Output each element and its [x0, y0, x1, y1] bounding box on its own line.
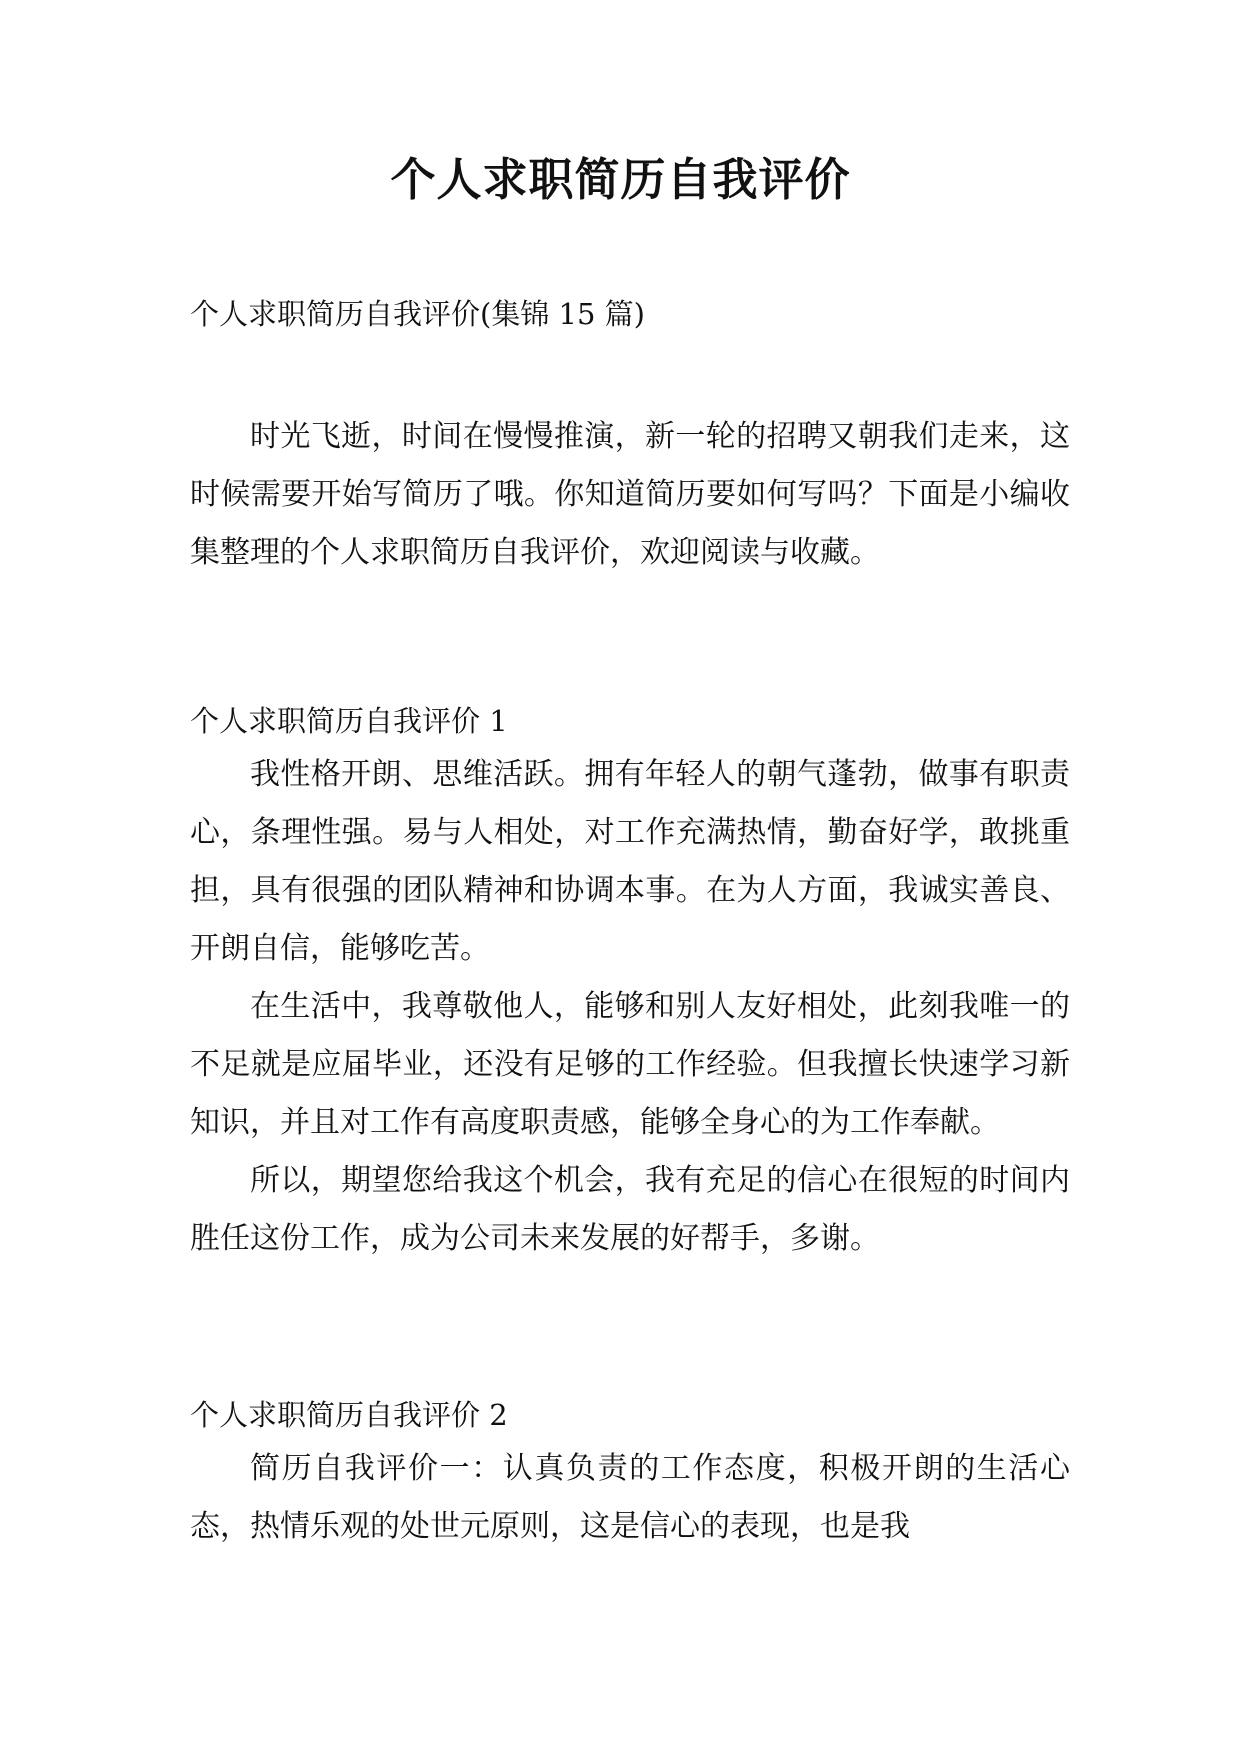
section-2: [190, 1390, 1070, 1556]
section-paragraph: 在生活中，我尊敬他人，能够和别人友好相处，此刻我唯一的不足就是应届毕业，还没有足够的工作经验。但我擅长快速学习新知识，并且对工作有高度职责感，能够全身心的为工作奉献。: [190, 989, 1070, 1140]
document-title: 个人求职简历自我评价: [390, 153, 851, 206]
intro-paragraph: 时光飞逝，时间在慢慢推演，新一轮的招聘又朝我们走来，这时候需要开始写简历了哦。你知道简历要如何写吗？下面是小编收集整理的个人求职简历自我评价，欢迎阅读与收藏。: [190, 419, 1070, 570]
section-paragraph: 简历自我评价一：认真负责的工作态度，积极开朗的生活心态，热情乐观的处世元原则，这是信心的表现，也是我: [190, 1451, 1070, 1544]
section-1: [190, 696, 1070, 1268]
section-paragraph: 所以，期望您给我这个机会，我有充足的信心在很短的时间内胜任这份工作，成为公司未来发展的好帮手，多谢。: [190, 1163, 1070, 1256]
document-subtitle: 个人求职简历自我评价(集锦 15 篇): [190, 297, 645, 331]
section-heading: 个人求职简历自我评价 2: [190, 1398, 508, 1432]
section-paragraph: 我性格开朗、思维活跃。拥有年轻人的朝气蓬勃，做事有职责心，条理性强。易与人相处，对工作充满热情，勤奋好学，敢挑重担，具有很强的团队精神和协调本事。在为人方面，我诚实善良、开朗自信，能够吃苦。: [190, 757, 1070, 966]
section-heading: 个人求职简历自我评价 1: [190, 704, 508, 738]
